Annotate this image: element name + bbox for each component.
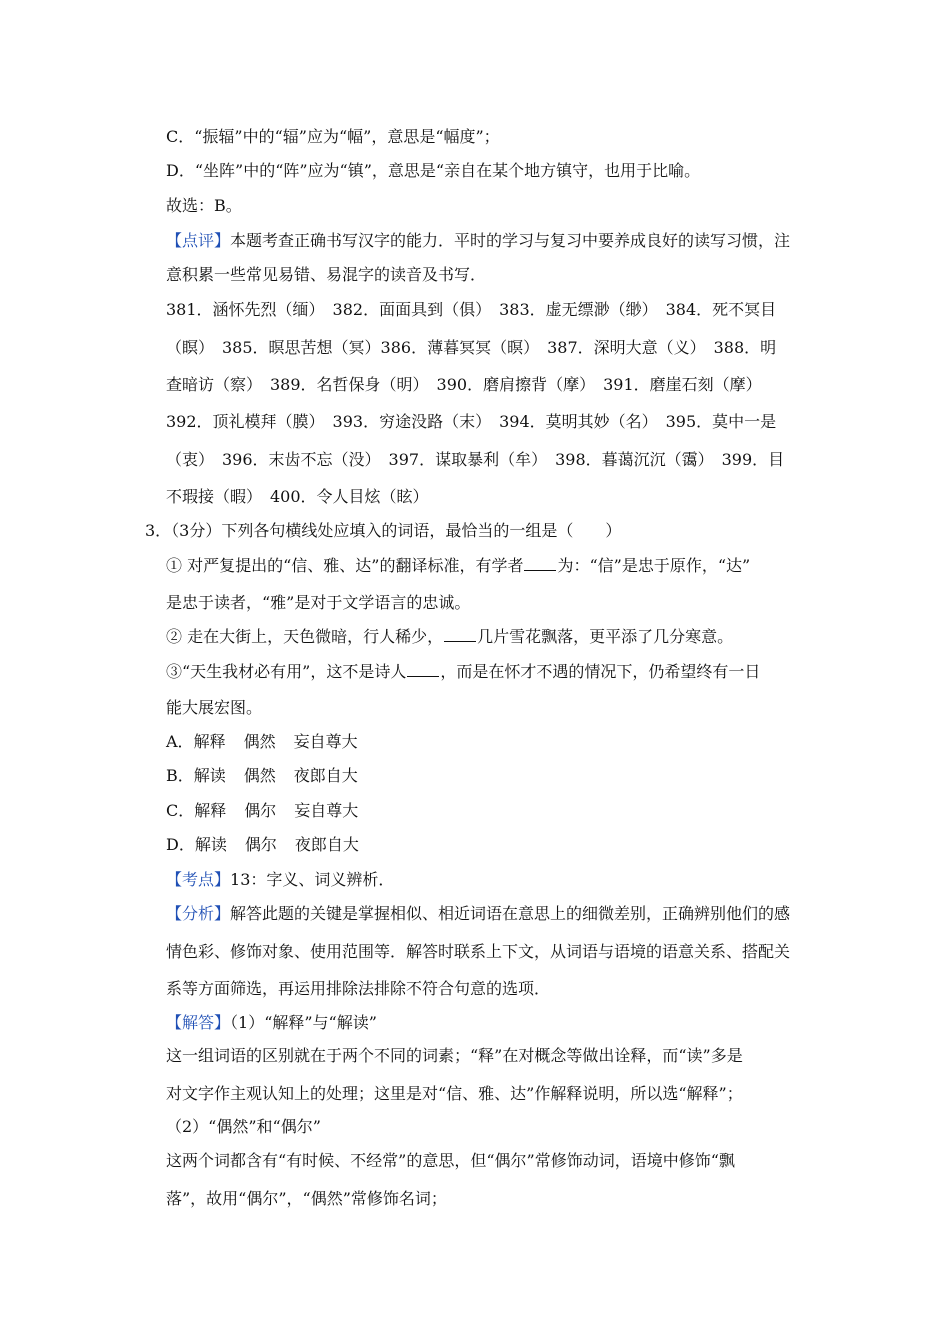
list-line-2: （瞑） 385．暝思苦想（冥）386．薄暮冥冥（暝） 387．深明大意（义） 388．明 <box>166 338 777 357</box>
fenxi-line-1 <box>166 904 790 924</box>
option-word-2: 偶然 <box>243 766 276 785</box>
jieda-tag: 【解答】 <box>166 1013 231 1032</box>
s1-part-a: ① 对严复提出的“信、雅、达”的翻译标准，有学者 <box>166 556 524 575</box>
jieda-line-4: （2）“偶然”和“偶尔” <box>166 1117 321 1136</box>
jieda-line-1 <box>166 1013 377 1033</box>
option-word-2: 偶然 <box>243 732 276 751</box>
kaodian-line <box>166 870 394 890</box>
s3-part-a: ③“天生我材必有用”，这不是诗人 <box>166 662 407 681</box>
list-line-3: 查暗访（察） 389．名哲保身（明） 390．磨肩擦背（摩） 391．磨崖石刻（摩） <box>166 375 762 394</box>
fenxi-text-1: 解答此题的关键是掌握相似、相近词语在意思上的细微差别，正确辨别他们的感 <box>230 904 791 923</box>
s3-part-b: ，而是在怀才不遇的情况下，仍希望终有一日 <box>440 662 761 681</box>
list-line-1: 381．涵怀先烈（缅） 382．面面具到（俱） 383．虚无缥渺（缈） 384．死不冥目 <box>166 300 777 319</box>
prev-option-d: D．“坐阵”中的“阵”应为“镇”，意思是“亲自在某个地方镇守，也用于比喻。 <box>166 161 701 180</box>
option-word-1: 解释 <box>193 732 226 751</box>
kaodian-text: 13：字义、词义辨析． <box>230 870 395 889</box>
kaodian-tag: 【考点】 <box>166 870 231 889</box>
blank-1 <box>524 556 556 571</box>
option-word-2: 偶尔 <box>244 801 277 820</box>
jieda-line-5: 这两个词都含有“有时候、不经常”的意思，但“偶尔”常修饰动词，语境中修饰“飘 <box>166 1151 735 1170</box>
prev-answer: 故选：B。 <box>166 196 242 215</box>
s2-part-a: ② 走在大街上，天色微暗，行人稀少， <box>166 627 444 646</box>
option-word-2: 偶尔 <box>244 835 277 854</box>
comment-tag: 【点评】 <box>166 231 231 250</box>
jieda-text-1: （1）“解释”与“解读” <box>230 1013 377 1032</box>
option-word-3: 妄自尊大 <box>294 801 359 820</box>
q3-stem: 3．（3分）下列各句横线处应填入的词语，最恰当的一组是（ ） <box>145 521 622 540</box>
fenxi-line-3: 系等方面筛选，再运用排除法排除不符合句意的选项． <box>166 979 551 998</box>
option-a <box>166 732 358 752</box>
option-word-3: 妄自尊大 <box>293 732 358 751</box>
blank-3 <box>407 662 439 677</box>
list-line-6: 不瑕接（暇） 400．令人目炫（眩） <box>166 487 429 506</box>
jieda-line-3: 对文字作主观认知上的处理；这里是对“信、雅、达”作解释说明，所以选“解释”； <box>166 1084 743 1103</box>
q3-sentence-2 <box>166 627 733 647</box>
q3-sentence-1-line-1 <box>166 556 750 576</box>
q3-sentence-3-line-1 <box>166 662 760 682</box>
s1-part-b: 为：“信”是忠于原作，“达” <box>557 556 751 575</box>
option-letter: D． <box>166 835 195 854</box>
fenxi-tag: 【分析】 <box>166 904 231 923</box>
option-b <box>166 766 358 786</box>
option-d <box>166 835 359 855</box>
option-c <box>166 801 358 821</box>
option-letter: A． <box>166 732 194 751</box>
option-word-1: 解释 <box>194 801 227 820</box>
prev-comment-line-1 <box>166 231 790 251</box>
option-letter: B． <box>166 766 194 785</box>
jieda-line-6: 落”，故用“偶尔”，“偶然”常修饰名词； <box>166 1189 447 1208</box>
list-line-5: （衷） 396．末齿不忘（没） 397．谋取暴利（牟） 398．暮蔼沉沉（霭） 399．目 <box>166 450 785 469</box>
option-word-1: 解读 <box>194 835 227 854</box>
q3-sentence-3-line-2: 能大展宏图。 <box>166 698 263 717</box>
option-word-3: 夜郎自大 <box>293 766 358 785</box>
s2-part-b: 几片雪花飘落，更平添了几分寒意。 <box>477 627 734 646</box>
list-line-4: 392．顶礼模拜（膜） 393．穷途没路（末） 394．莫明其妙（名） 395．莫中一是 <box>166 412 777 431</box>
q3-sentence-1-line-2: 是忠于读者，“雅”是对于文学语言的忠诚。 <box>166 593 471 612</box>
option-word-1: 解读 <box>193 766 226 785</box>
prev-comment-line-2: 意积累一些常见易错、易混字的读音及书写． <box>166 265 487 284</box>
jieda-line-2: 这一组词语的区别就在于两个不同的词素；“释”在对概念等做出诠释，而“读”多是 <box>166 1046 743 1065</box>
option-word-3: 夜郎自大 <box>294 835 359 854</box>
prev-option-c: C．“振辐”中的“辐”应为“幅”，意思是“幅度”； <box>166 127 500 146</box>
option-letter: C． <box>166 801 195 820</box>
comment-text-1: 本题考查正确书写汉字的能力．平时的学习与复习中要养成良好的读写习惯，注 <box>230 231 791 250</box>
fenxi-line-2: 情色彩、修饰对象、使用范围等．解答时联系上下文，从词语与语境的语意关系、搭配关 <box>166 942 791 961</box>
blank-2 <box>444 627 476 642</box>
